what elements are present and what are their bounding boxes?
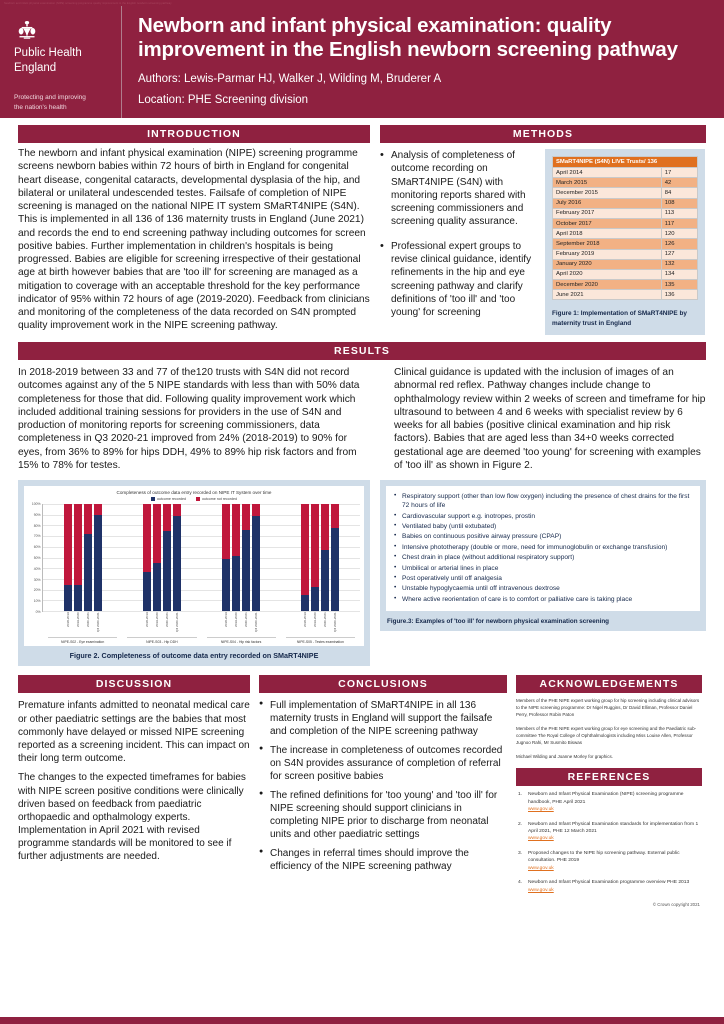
logo-text (14, 46, 115, 75)
legend-label: outcome not recorded (202, 497, 237, 501)
cell-date: April 2018 (553, 229, 662, 239)
logo-line-1: Public Health (14, 47, 82, 60)
cell-count: 132 (661, 259, 697, 269)
bar-segment-not-recorded (153, 504, 161, 563)
methods-bullet-list (380, 149, 538, 335)
references-heading: REFERENCES (516, 768, 702, 786)
chart-title: Completeness of outcome data entry recorded on NIPE IT System over time (116, 490, 272, 495)
footer-bar (0, 1017, 724, 1024)
x-tick-label: 2019-2020 (154, 612, 159, 627)
methods-heading: METHODS (380, 125, 706, 143)
x-tick-label: 2018-2019 (144, 612, 149, 627)
x-tick-label: 2019-2020 (234, 612, 239, 627)
bar-segment-recorded (311, 587, 319, 611)
cell-date: March 2015 (553, 178, 662, 188)
chart-container (24, 486, 364, 646)
bar-segment-not-recorded (173, 504, 181, 516)
too-ill-item: • Babies on continuous positive airway pressure (CPAP) (393, 532, 693, 541)
bar-segment-not-recorded (64, 504, 72, 585)
chart-bar (153, 504, 161, 611)
legend-item-not-recorded (196, 497, 237, 501)
trusts-table-header: SMaRT4NIPE (S4N) LIVE Trusts/ 136 (553, 157, 698, 168)
table-row (553, 198, 698, 208)
chart-x-group (43, 612, 122, 644)
chart-bar-group (43, 504, 122, 611)
results-row (18, 362, 706, 666)
table-row (553, 178, 698, 188)
x-group-label: NIPE-S04 - Hip risk factors (207, 637, 276, 644)
reference-item (516, 850, 702, 872)
too-ill-list (386, 486, 700, 611)
chart-bar (173, 504, 181, 611)
too-ill-item: • Ventilated baby (until extubated) (393, 522, 693, 531)
conclusion-bullet: ● Full implementation of SMaRT4NIPE in all 136 maternity trusts in England will support the failsafe and completion of the NIPE screening pathway (259, 699, 507, 738)
cell-count: 134 (661, 269, 697, 279)
chart-bar (311, 504, 319, 611)
y-tick: 70% (33, 534, 41, 539)
table-row (553, 168, 698, 178)
legend-swatch-icon (151, 497, 155, 501)
bar-segment-recorded (74, 585, 82, 611)
chart-bar (64, 504, 72, 611)
cell-date: April 2014 (553, 168, 662, 178)
chart-x-group (202, 612, 281, 644)
location-line: Location: PHE Screening division (138, 94, 309, 107)
reference-text: Newborn and Infant Physical Examination standards for implementation from 1 April 2021, PHE 12 March 2021 (528, 821, 699, 835)
figure-2-caption: Figure 2. Completeness of outcome data entry recorded on SMaRT4NIPE (69, 651, 319, 661)
bar-segment-not-recorded (331, 504, 339, 528)
y-tick: 90% (33, 512, 41, 517)
figure-2 (18, 480, 370, 666)
too-ill-item: • Post operatively until off analgesia (393, 574, 693, 583)
x-tick-label: 2019-2020 (75, 612, 80, 627)
cell-date: December 2020 (553, 280, 662, 290)
chart-bar (84, 504, 92, 611)
table-row (553, 269, 698, 279)
y-tick: 10% (33, 599, 41, 604)
cell-date: October 2017 (553, 218, 662, 228)
bar-segment-recorded (153, 563, 161, 611)
cell-count: 113 (661, 208, 697, 218)
cell-date: February 2017 (553, 208, 662, 218)
results-left (18, 362, 370, 666)
figure-3-caption: Figure.3: Examples of 'too ill' for newborn physical examination screening (387, 617, 610, 625)
table-header-row (553, 157, 698, 168)
bar-segment-not-recorded (222, 504, 230, 559)
bar-segment-recorded (232, 556, 240, 611)
x-tick-label: 2018-2019 (224, 612, 229, 627)
methods-section (380, 125, 706, 335)
chart-y-axis (28, 504, 43, 612)
chart-bar-group (122, 504, 201, 611)
legend-label: outcome recorded (157, 497, 186, 501)
discussion-heading: DISCUSSION (18, 675, 250, 693)
cell-count: 42 (661, 178, 697, 188)
results-heading: RESULTS (18, 342, 706, 360)
reference-link[interactable]: www.gov.uk (528, 836, 554, 842)
chart-plot-area (43, 504, 360, 612)
poster-header (0, 0, 724, 118)
table-row (553, 188, 698, 198)
bar-segment-not-recorded (143, 504, 151, 572)
y-tick: 100% (31, 502, 41, 506)
chart-bar (143, 504, 151, 611)
figure-1-caption: Figure 1: Implementation of SMaRT4NIPE by maternity trust in England (552, 310, 687, 327)
reference-text: Newborn and Infant Physical Examination (NIPE) screening programme handbook, PHE April 2021 (528, 792, 684, 805)
x-group-label: NIPE-S05 - Testes examination (286, 637, 355, 644)
results-right (380, 362, 706, 666)
cell-count: 135 (661, 280, 697, 290)
conclusion-bullet: ● The increase in completeness of outcomes recorded on S4N provides assurance of completion of referral for screen positive babies (259, 744, 507, 783)
x-tick-label: 2019-2020 (313, 612, 318, 627)
chart-bar (321, 504, 329, 611)
bottom-row (0, 675, 724, 907)
table-row (553, 218, 698, 228)
table-row (553, 229, 698, 239)
table-row (553, 280, 698, 290)
too-ill-item: • Cardiovascular support e.g. inotropes, prostin (393, 512, 693, 521)
chart-bar-group (202, 504, 281, 611)
cell-date: June 2021 (553, 290, 662, 300)
chart-bar (242, 504, 250, 611)
authors-line: Authors: Lewis-Parmar HJ, Walker J, Wilding M, Bruderer A (138, 73, 442, 86)
bar-segment-recorded (94, 515, 102, 611)
conclusion-bullet: ● Changes in referral times should improve the efficiency of the NIPE screening pathway (259, 847, 507, 873)
cell-date: April 2020 (553, 269, 662, 279)
bar-segment-not-recorded (84, 504, 92, 534)
figure-3 (380, 480, 706, 631)
bar-segment-not-recorded (321, 504, 329, 550)
bar-segment-recorded (331, 528, 339, 611)
cell-count: 84 (661, 188, 697, 198)
chart-legend (28, 497, 360, 501)
reference-item (516, 791, 702, 813)
introduction-heading: INTRODUCTION (18, 125, 370, 143)
acknowledgements-heading: ACKNOWLEDGEMENTS (516, 675, 702, 693)
cell-date: July 2016 (553, 198, 662, 208)
figure-1 (545, 149, 705, 335)
discussion-section (18, 675, 250, 907)
header-watermark: Newborn and infant physical examination (NIPE) screening programme quality improvement in the English newborn screening pathway (4, 2, 172, 5)
bar-segment-not-recorded (242, 504, 250, 530)
reference-item (516, 821, 702, 843)
x-tick-label: Q3 2020-2021 (174, 612, 179, 632)
bar-segment-recorded (163, 531, 171, 611)
bar-segment-not-recorded (311, 504, 319, 587)
reference-text: Proposed changes to the NIPE hip screening pathway. External public consultation. PHE 2019 (528, 850, 680, 864)
x-tick-label: 2020-2021 (85, 612, 90, 627)
bar-segment-recorded (252, 516, 260, 611)
cell-date: January 2020 (553, 259, 662, 269)
references-list (516, 791, 702, 894)
table-row (553, 239, 698, 249)
trusts-table (552, 156, 698, 300)
y-tick: 40% (33, 566, 41, 571)
chart-bar (163, 504, 171, 611)
x-group-label: NIPE-S02 - Eye examination (48, 637, 117, 644)
discussion-paragraph: Premature infants admitted to neonatal medical care or other paediatric settings are the babies that most commonly have delayed or missed NIPE screening reported as a screening incident. This can impact on their long term outcome. (18, 700, 250, 765)
too-ill-item: • Chest drain in place (without additional respiratory support) (393, 553, 693, 562)
acknowledgement-paragraph: Members of the PHE NIPE expert working group for eye screening and the Paediatric sub-committee The Royal College of Ophthalmologists including Miss Louise Allen, Professor Jugnoo Rahi, Mr Susmito Biswas (516, 726, 697, 746)
bar-segment-recorded (321, 550, 329, 611)
title-block (122, 6, 724, 118)
chart-bar (301, 504, 309, 611)
reference-link[interactable]: www.gov.uk (528, 865, 554, 871)
y-tick: 80% (33, 523, 41, 528)
chart-x-group (122, 612, 201, 644)
chart-bar (331, 504, 339, 611)
x-tick-label: 2018-2019 (303, 612, 308, 627)
logo-tagline (14, 93, 115, 112)
table-row (553, 208, 698, 218)
x-tick-label: Q3 2020-2021 (254, 612, 259, 632)
chart-bar (94, 504, 102, 611)
bar-segment-not-recorded (232, 504, 240, 556)
legend-swatch-icon (196, 497, 200, 501)
x-tick-label: 2020-2021 (244, 612, 249, 627)
cell-date: December 2015 (553, 188, 662, 198)
chart-bar-group (281, 504, 360, 611)
chart-bar (74, 504, 82, 611)
logo-line-2: England (14, 61, 57, 74)
x-tick-label: 2020-2021 (323, 612, 328, 627)
bar-segment-not-recorded (301, 504, 309, 595)
y-tick: 0% (35, 610, 41, 614)
conclusion-bullet: ● The refined definitions for 'too young' and 'too ill' for NIPE screening should support clinicians in completing NIPE prior to discharge from neonatal units and other paediatric settings (259, 789, 507, 841)
y-tick: 30% (33, 577, 41, 582)
y-tick: 20% (33, 588, 41, 593)
reference-item (516, 879, 702, 894)
acknowledgements-references-column (516, 675, 702, 907)
x-group-label: NIPE-S03 - Hip DDH (127, 637, 196, 644)
y-tick: 50% (33, 556, 41, 560)
page-title: Newborn and infant physical examination: quality improvement in the English newborn screening pathway (138, 14, 678, 62)
legend-item-recorded (151, 497, 186, 501)
copyright-notice: © Crown copyright 2021 (652, 902, 700, 908)
too-ill-item: • Umbilical or arterial lines in place (393, 564, 693, 573)
bar-segment-not-recorded (74, 504, 82, 585)
bar-segment-recorded (64, 585, 72, 611)
bar-segment-not-recorded (94, 504, 102, 515)
too-ill-item: • Respiratory support (other than low flow oxygen) including the presence of chest drains for the first 72 hours of life (393, 492, 693, 511)
poster-body (0, 118, 724, 666)
chart-bar (232, 504, 240, 611)
results-left-body: In 2018-2019 between 33 and 77 of the120 trusts with S4N did not record outcomes against any of the 5 NIPE standards with less than with 50% data completeness for those that did. Following quality improvement work which included additional training sessions for providers in the use of S4N and production of monitoring reports for screening commissioners, data completeness in Q3 2020-21 improved from 24% (2018-2019) to 90% for eyes, from 36% to 89% for hips DDH, 49% to 89% hip risk factors and from 15% to 78% for testes. (18, 367, 360, 471)
table-row (553, 259, 698, 269)
cell-count: 120 (661, 229, 697, 239)
bar-segment-recorded (222, 559, 230, 611)
reference-link[interactable]: www.gov.uk (528, 807, 554, 813)
trusts-table-body (553, 168, 698, 300)
bar-segment-recorded (173, 516, 181, 611)
x-tick-label: 2020-2021 (164, 612, 169, 627)
methods-bullet: • Professional expert groups to revise clinical guidance, identify refinements in the hip and eye screening pathway and clarify definitions of 'too ill' and 'too young' for screening (380, 240, 538, 320)
chart-x-axis (43, 612, 360, 644)
x-tick-label: 2018-2019 (65, 612, 70, 627)
discussion-paragraph: The changes to the expected timeframes for babies with NIPE screen positive conditions were clinically driven based on feedback from paediatric orthopaedic and opthalmology experts. Implementation in April 2021 with revised programme standards will be monitored to see if further adjustments are needed. (18, 772, 246, 863)
too-ill-item: • Where active reorientation of care is to comfort or palliative care is taking place (393, 595, 693, 604)
results-section (18, 342, 706, 666)
methods-bullet: • Analysis of completeness of outcome recording on SMaRT4NIPE (S4N) with monitoring reports shared with screening commissioners and screening quality assurance. (380, 149, 538, 229)
bar-segment-recorded (84, 534, 92, 611)
cell-count: 127 (661, 249, 697, 259)
too-ill-item: • Unstable hypoglycaemia until off intravenous dextrose (393, 584, 693, 593)
x-tick-label: Q3 2020-2021 (333, 612, 338, 632)
chart-bar (222, 504, 230, 611)
chart-x-group (281, 612, 360, 644)
introduction-body: The newborn and infant physical examination (NIPE) screening programme screens newborn babies within 72 hours of birth in England for congenital heart disease, congenital cataracts, developmental dysplasia of the hip, and bilateral or unilateral undescended testes. Failsafe of completion of NIPE screening is managed on the national NIPE IT system SMaRT4NIPE (S4N). This is implemented in all 136 of 136 maternity trusts in England (June 2021) and records the end to end screening pathway including outcomes for screen positive babies. Further implementation in children's hospitals is being progressed. Babies are eligible for screening irrespective of their gestational age at birth however babies that are 'too ill' for screening are managed as a mitigation to coverage with an acceptable threshold for the key performance indicator of 95% within 72 hours of age (2019-2020). Feedback from clinicians and monitoring of the completeness of the data recorded on S4N prompted quality improvement work in the NIPE screening pathway. (18, 148, 370, 332)
reference-text: Newborn and Infant Physical Examination programme overview PHE 2013 (528, 880, 690, 886)
top-row (18, 125, 706, 335)
reference-link[interactable]: www.gov.uk (528, 887, 554, 893)
cell-count: 17 (661, 168, 697, 178)
chart-plot (28, 504, 360, 612)
conclusions-section (259, 675, 507, 907)
cell-count: 136 (661, 290, 697, 300)
bar-segment-not-recorded (252, 504, 260, 516)
conclusions-heading: CONCLUSIONS (259, 675, 507, 693)
tagline-line-1: Protecting and improving (14, 94, 86, 102)
acknowledgement-paragraph: Members of the PHE NIPE expert working group for hip screening including clinical advisors to the NIPE screening programme: Dr Nigel Ruggins, Dr David Elliman, Professor Daniel Perry, Professor Robin Paton (516, 698, 700, 718)
cell-count: 126 (661, 239, 697, 249)
cell-count: 117 (661, 218, 697, 228)
x-tick-label: Q3 2020-2021 (95, 612, 100, 632)
table-row (553, 290, 698, 300)
cell-date: February 2019 (553, 249, 662, 259)
bar-segment-not-recorded (163, 504, 171, 531)
phe-logo-block (0, 6, 122, 118)
results-right-body: Clinical guidance is updated with the inclusion of images of an abnormal red reflex. Pathway changes include change to ophthalmology review within 2 weeks of screen and timeframe for hip ultrasound to between 4 and 6 weeks with specialist review by 6 weeks for all babies (positive clinical examination and hip risk factors). Babies that are aged less than 34+0 weeks corrected gestational age are deemed 'too young' for screening with examples of 'too ill' as shown in Figure 2. (394, 367, 706, 471)
tagline-line-2: the nation's health (14, 103, 67, 111)
table-row (553, 249, 698, 259)
chart-bar (252, 504, 260, 611)
royal-crest-icon (14, 20, 40, 41)
bar-segment-recorded (301, 595, 309, 611)
cell-count: 108 (661, 198, 697, 208)
too-ill-item: • Intensive phototherapy (double or more, need for immunoglobulin or exchange transfusion) (393, 543, 693, 552)
cell-date: September 2018 (553, 239, 662, 249)
bar-segment-recorded (143, 572, 151, 611)
bar-segment-recorded (242, 530, 250, 611)
acknowledgement-paragraph: Michael Wilding and Joanne Morley for graphics. (516, 754, 614, 760)
y-tick: 60% (33, 545, 41, 550)
methods-content (380, 149, 706, 335)
introduction-section (18, 125, 370, 335)
